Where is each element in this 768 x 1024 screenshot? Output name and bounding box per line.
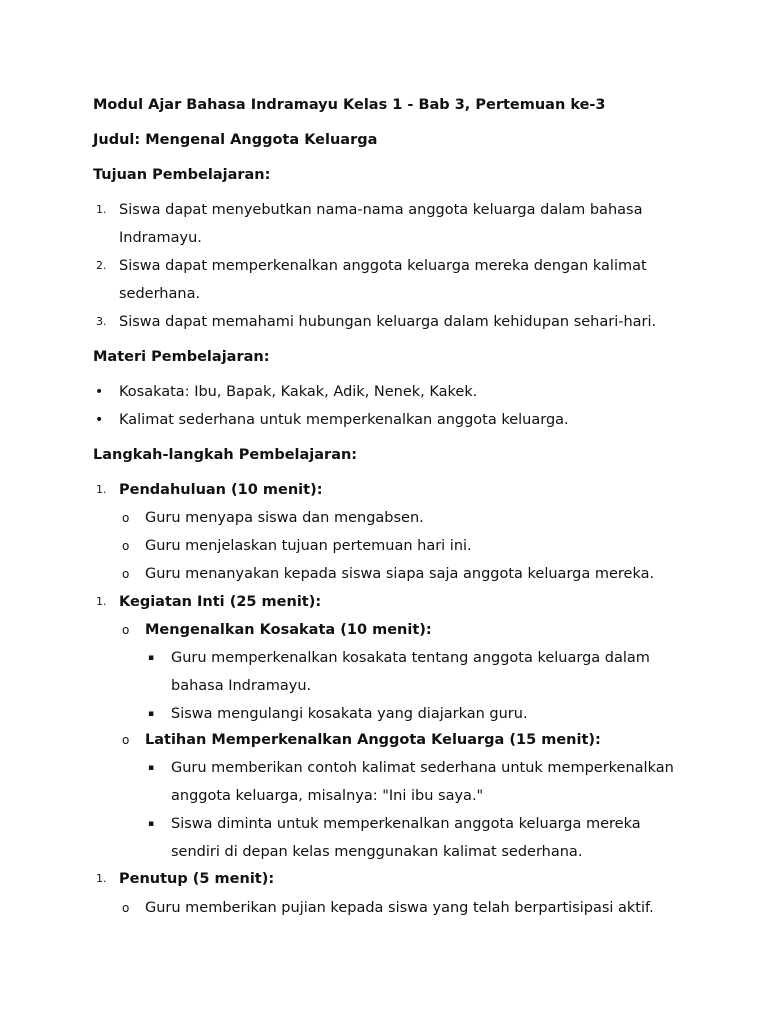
list-number: 1. <box>96 872 107 885</box>
list-number: 3. <box>96 315 107 328</box>
square-bullet-icon: ▪ <box>148 653 155 663</box>
circle-bullet-icon: o <box>122 901 130 915</box>
list-number: 1. <box>96 483 107 496</box>
circle-bullet-icon: o <box>122 623 130 637</box>
list-number: 1. <box>96 203 107 216</box>
circle-bullet-icon: o <box>122 567 130 581</box>
circle-bullet-icon: o <box>122 539 130 553</box>
document-page: Modul Ajar Bahasa Indramayu Kelas 1 - Bab 3, Pertemuan ke-3 Judul: Mengenal Anggota Keluarga Tujuan Pembelajaran: 1. Siswa dapat menyebutkan nama-nama anggota keluarga dalam bahasa Indramayu. 2. Siswa dapat memperkenalkan anggota keluarga mereka dengan kalimat sederhana. 3. Siswa dapat memahami hubungan keluarga dalam kehidupan sehari-hari. Materi Pembelajaran: • Kosakata: Ibu, Bapak, Kakak, Adik, Nenek, Kakek. • Kalimat sederhana untuk memperkenalkan anggota keluarga. Langkah-langkah Pembelajaran: 1. Pendahuluan (10 menit): o Guru menyapa siswa dan mengabsen. o Guru menjelaskan tujuan pertemuan hari ini. o Guru menanyakan kepada siswa siapa saja anggota keluarga mereka. 1. Kegiatan Inti (25 menit): o Mengenalkan Kosakata (10 menit): ▪ Guru memperkenalkan kosakata tentang anggota keluarga dalam bahasa Indramayu. ▪ Siswa mengulangi kosakata yang diajarkan guru. o Latihan Memperkenalkan Anggota Keluarga (15 menit): ▪ Guru memberikan contoh kalimat sederhana untuk memperkenalkan anggota keluarga, misalnya: "Ini ibu saya." ▪ Siswa diminta untuk memperkenalkan anggota keluarga mereka sendiri di depan kelas menggunakan kalimat sederhana. 1. Penutup (5 menit): o Guru memberikan pujian kepada siswa yang telah berpartisipasi aktif. <box>93 97 674 916</box>
square-bullet-icon: ▪ <box>148 819 155 829</box>
circle-bullet-icon: o <box>122 511 130 525</box>
square-bullet-icon: ▪ <box>148 763 155 773</box>
bullet-icon: • <box>95 384 104 400</box>
list-number: 1. <box>96 595 107 608</box>
list-number: 2. <box>96 259 107 272</box>
square-bullet-icon: ▪ <box>148 709 155 719</box>
bullet-icon: • <box>95 412 104 428</box>
circle-bullet-icon: o <box>122 733 130 747</box>
